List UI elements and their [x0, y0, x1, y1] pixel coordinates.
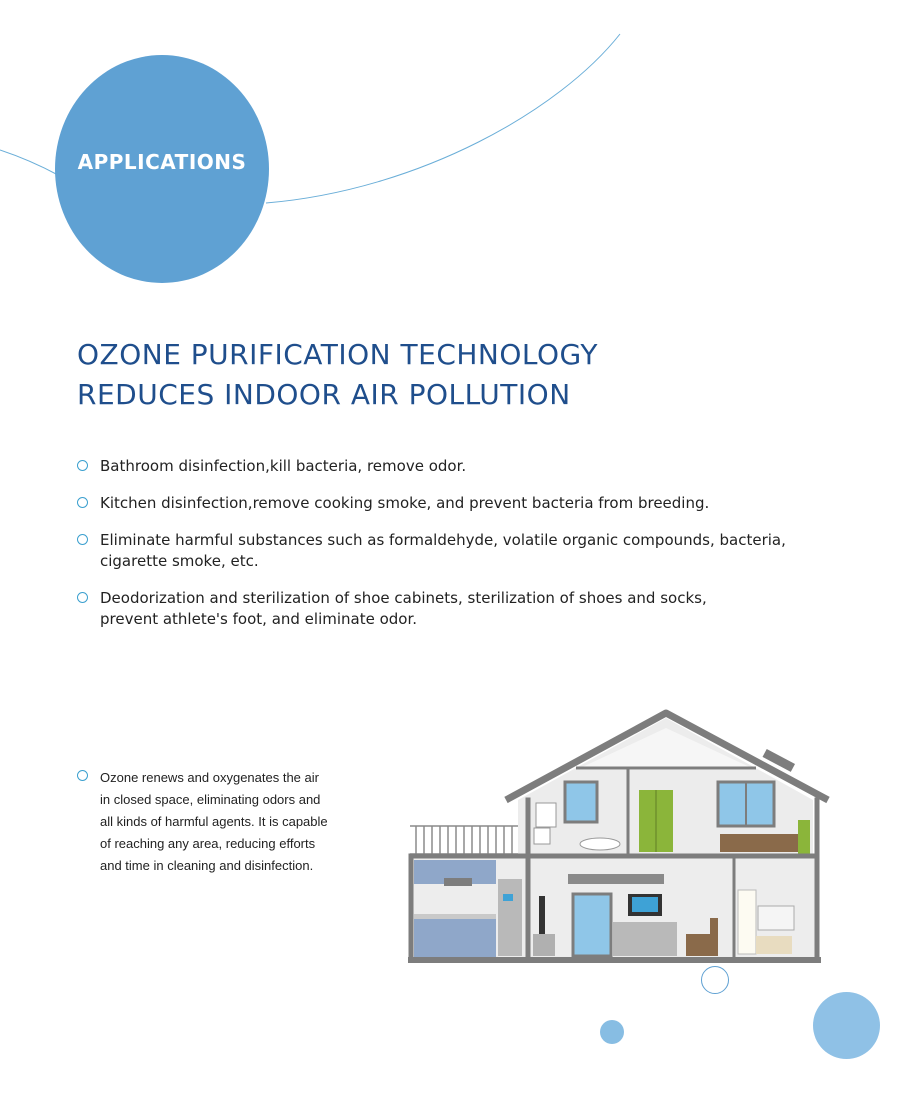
note-line: Ozone renews and oxygenates the air	[100, 770, 319, 785]
page-headline	[77, 335, 598, 415]
feature-item	[77, 456, 877, 477]
note-text	[100, 767, 380, 877]
feature-item	[77, 530, 877, 572]
decorative-small-circle	[600, 1020, 624, 1044]
feature-list	[77, 456, 877, 646]
bullet-circle-icon	[77, 592, 88, 603]
note-line: in closed space, eliminating odors and	[100, 792, 321, 807]
applications-label: APPLICATIONS	[77, 150, 247, 174]
house-cutaway-icon	[408, 708, 833, 966]
bullet-circle-icon	[77, 460, 88, 471]
bullet-circle-icon	[77, 770, 88, 781]
applications-badge	[55, 55, 269, 283]
feature-text-line-1: Bathroom disinfection,kill bacteria, remove odor.	[100, 457, 467, 475]
feature-item	[77, 588, 877, 630]
bullet-circle-icon	[77, 497, 88, 508]
bullet-circle-icon	[77, 534, 88, 545]
decorative-ring-circle	[701, 966, 729, 994]
feature-text-line-2: prevent athlete's foot, and eliminate odor.	[100, 610, 418, 628]
note-line: and time in cleaning and disinfection.	[100, 858, 314, 873]
feature-text-line-1: Deodorization and sterilization of shoe cabinets, sterilization of shoes and socks,	[100, 589, 707, 607]
note-line: all kinds of harmful agents. It is capable	[100, 814, 328, 829]
feature-text-line-1: Eliminate harmful substances such as formaldehyde, volatile organic compounds, bacteria,	[100, 531, 786, 549]
note-line: of reaching any area, reducing efforts	[100, 836, 316, 851]
ozone-note	[77, 767, 380, 877]
feature-text-line-1: Kitchen disinfection,remove cooking smoke, and prevent bacteria from breeding.	[100, 494, 710, 512]
headline-line-1: OZONE PURIFICATION TECHNOLOGY	[77, 338, 598, 371]
headline-line-2: REDUCES INDOOR AIR POLLUTION	[77, 378, 571, 411]
feature-text-line-2: cigarette smoke, etc.	[100, 552, 259, 570]
feature-item	[77, 493, 877, 514]
decorative-large-circle	[813, 992, 880, 1059]
